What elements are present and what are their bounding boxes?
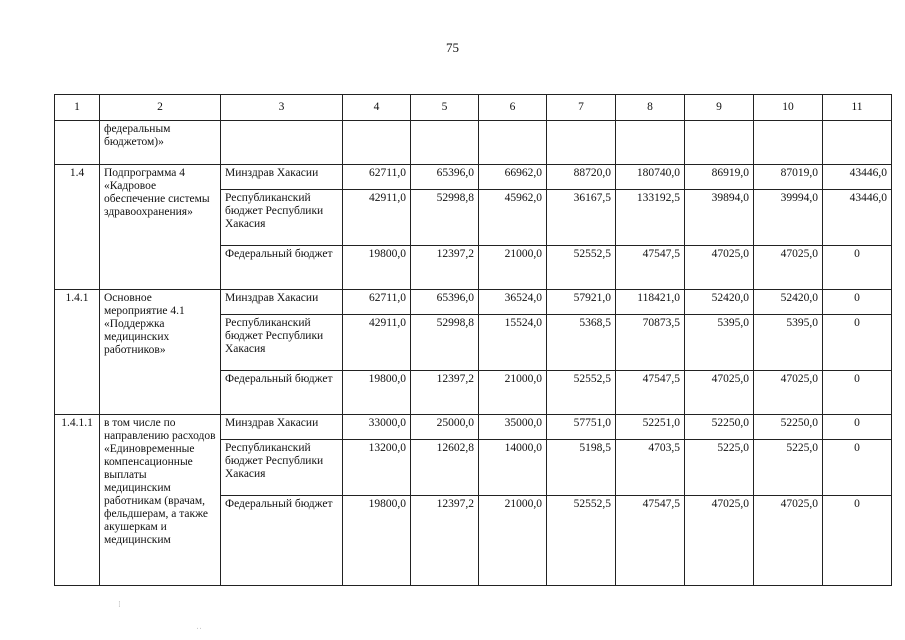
funding-source-cell: Федеральный бюджет bbox=[221, 496, 343, 586]
value-cell bbox=[616, 121, 685, 165]
source-cell bbox=[221, 121, 343, 165]
value-cell: 52250,0 bbox=[685, 415, 754, 440]
value-cell: 42911,0 bbox=[343, 315, 411, 371]
value-cell: 33000,0 bbox=[343, 415, 411, 440]
table-row bbox=[55, 415, 892, 440]
value-cell: 47547,5 bbox=[616, 246, 685, 290]
value-cell: 52552,5 bbox=[547, 371, 616, 415]
value-cell: 36167,5 bbox=[547, 190, 616, 246]
header-row bbox=[55, 95, 892, 121]
value-cell: 5198,5 bbox=[547, 440, 616, 496]
value-cell: 88720,0 bbox=[547, 165, 616, 190]
value-cell: 5225,0 bbox=[754, 440, 823, 496]
scan-artifact: ⁞ bbox=[118, 600, 121, 610]
item-name-cell: Подпрограмма 4 «Кадровое обеспечение системы здравоохранения» bbox=[100, 165, 221, 290]
value-cell: 14000,0 bbox=[479, 440, 547, 496]
funding-source-cell: Федеральный бюджет bbox=[221, 246, 343, 290]
value-cell: 133192,5 bbox=[616, 190, 685, 246]
value-cell: 62711,0 bbox=[343, 290, 411, 315]
funding-source-cell: Минздрав Хакасии bbox=[221, 290, 343, 315]
value-cell: 47547,5 bbox=[616, 371, 685, 415]
value-cell: 52998,8 bbox=[411, 315, 479, 371]
column-header: 4 bbox=[343, 95, 411, 121]
value-cell: 52250,0 bbox=[754, 415, 823, 440]
value-cell: 52552,5 bbox=[547, 246, 616, 290]
value-cell: 0 bbox=[823, 415, 892, 440]
value-cell: 47025,0 bbox=[754, 246, 823, 290]
value-cell: 4703,5 bbox=[616, 440, 685, 496]
code-cell bbox=[55, 121, 100, 165]
funding-source-cell: Республиканский бюджет Республики Хакасия bbox=[221, 315, 343, 371]
value-cell: 180740,0 bbox=[616, 165, 685, 190]
value-cell: 0 bbox=[823, 290, 892, 315]
value-cell bbox=[685, 121, 754, 165]
value-cell: 52420,0 bbox=[754, 290, 823, 315]
column-header: 9 bbox=[685, 95, 754, 121]
value-cell: 0 bbox=[823, 496, 892, 586]
value-cell: 87019,0 bbox=[754, 165, 823, 190]
value-cell: 21000,0 bbox=[479, 371, 547, 415]
value-cell: 0 bbox=[823, 440, 892, 496]
value-cell: 52420,0 bbox=[685, 290, 754, 315]
item-name-cell: в том числе по направлению расходов «Единовременные компенсационные выплаты медицинским работникам (врачам, фельдшерам, а также акушеркам и медицинским bbox=[100, 415, 221, 586]
column-header: 2 bbox=[100, 95, 221, 121]
column-header: 11 bbox=[823, 95, 892, 121]
value-cell bbox=[479, 121, 547, 165]
value-cell bbox=[411, 121, 479, 165]
carryover-row bbox=[55, 121, 892, 165]
value-cell: 47025,0 bbox=[685, 496, 754, 586]
column-header: 7 bbox=[547, 95, 616, 121]
value-cell: 45962,0 bbox=[479, 190, 547, 246]
item-code-cell: 1.4 bbox=[55, 165, 100, 290]
value-cell: 19800,0 bbox=[343, 496, 411, 586]
value-cell: 12397,2 bbox=[411, 371, 479, 415]
column-header: 10 bbox=[754, 95, 823, 121]
column-header: 5 bbox=[411, 95, 479, 121]
value-cell: 47025,0 bbox=[685, 371, 754, 415]
value-cell: 5395,0 bbox=[754, 315, 823, 371]
value-cell: 47025,0 bbox=[754, 371, 823, 415]
value-cell: 57921,0 bbox=[547, 290, 616, 315]
value-cell bbox=[343, 121, 411, 165]
budget-table bbox=[54, 94, 892, 586]
value-cell: 15524,0 bbox=[479, 315, 547, 371]
value-cell: 5368,5 bbox=[547, 315, 616, 371]
item-name-cell: федеральным бюджетом)» bbox=[100, 121, 221, 165]
value-cell: 52251,0 bbox=[616, 415, 685, 440]
column-header: 3 bbox=[221, 95, 343, 121]
value-cell: 47547,5 bbox=[616, 496, 685, 586]
value-cell: 36524,0 bbox=[479, 290, 547, 315]
value-cell bbox=[754, 121, 823, 165]
funding-source-cell: Минздрав Хакасии bbox=[221, 165, 343, 190]
value-cell: 65396,0 bbox=[411, 165, 479, 190]
value-cell: 47025,0 bbox=[754, 496, 823, 586]
item-name-cell: Основное мероприятие 4.1 «Поддержка медицинских работников» bbox=[100, 290, 221, 415]
value-cell: 39994,0 bbox=[754, 190, 823, 246]
value-cell: 5395,0 bbox=[685, 315, 754, 371]
value-cell: 5225,0 bbox=[685, 440, 754, 496]
value-cell: 52552,5 bbox=[547, 496, 616, 586]
value-cell: 12602,8 bbox=[411, 440, 479, 496]
value-cell bbox=[823, 121, 892, 165]
item-code-cell: 1.4.1 bbox=[55, 290, 100, 415]
value-cell: 43446,0 bbox=[823, 190, 892, 246]
value-cell: 0 bbox=[823, 315, 892, 371]
column-header: 6 bbox=[479, 95, 547, 121]
value-cell: 70873,5 bbox=[616, 315, 685, 371]
page-number: 75 bbox=[446, 40, 459, 55]
value-cell: 47025,0 bbox=[685, 246, 754, 290]
table-row bbox=[55, 290, 892, 315]
value-cell: 42911,0 bbox=[343, 190, 411, 246]
value-cell: 12397,2 bbox=[411, 496, 479, 586]
value-cell: 12397,2 bbox=[411, 246, 479, 290]
value-cell: 39894,0 bbox=[685, 190, 754, 246]
value-cell: 19800,0 bbox=[343, 246, 411, 290]
funding-source-cell: Минздрав Хакасии bbox=[221, 415, 343, 440]
value-cell: 57751,0 bbox=[547, 415, 616, 440]
funding-source-cell: Республиканский бюджет Республики Хакасия bbox=[221, 440, 343, 496]
value-cell: 21000,0 bbox=[479, 246, 547, 290]
value-cell: 0 bbox=[823, 371, 892, 415]
value-cell: 65396,0 bbox=[411, 290, 479, 315]
value-cell: 19800,0 bbox=[343, 371, 411, 415]
value-cell: 25000,0 bbox=[411, 415, 479, 440]
funding-source-cell: Федеральный бюджет bbox=[221, 371, 343, 415]
value-cell: 118421,0 bbox=[616, 290, 685, 315]
table-row bbox=[55, 165, 892, 190]
column-header: 1 bbox=[55, 95, 100, 121]
value-cell: 62711,0 bbox=[343, 165, 411, 190]
value-cell: 0 bbox=[823, 246, 892, 290]
value-cell: 52998,8 bbox=[411, 190, 479, 246]
value-cell: 13200,0 bbox=[343, 440, 411, 496]
value-cell: 86919,0 bbox=[685, 165, 754, 190]
scan-artifact: ‥ bbox=[196, 622, 203, 632]
column-header: 8 bbox=[616, 95, 685, 121]
value-cell: 66962,0 bbox=[479, 165, 547, 190]
value-cell: 35000,0 bbox=[479, 415, 547, 440]
item-code-cell: 1.4.1.1 bbox=[55, 415, 100, 586]
funding-source-cell: Республиканский бюджет Республики Хакасия bbox=[221, 190, 343, 246]
value-cell: 43446,0 bbox=[823, 165, 892, 190]
value-cell bbox=[547, 121, 616, 165]
value-cell: 21000,0 bbox=[479, 496, 547, 586]
